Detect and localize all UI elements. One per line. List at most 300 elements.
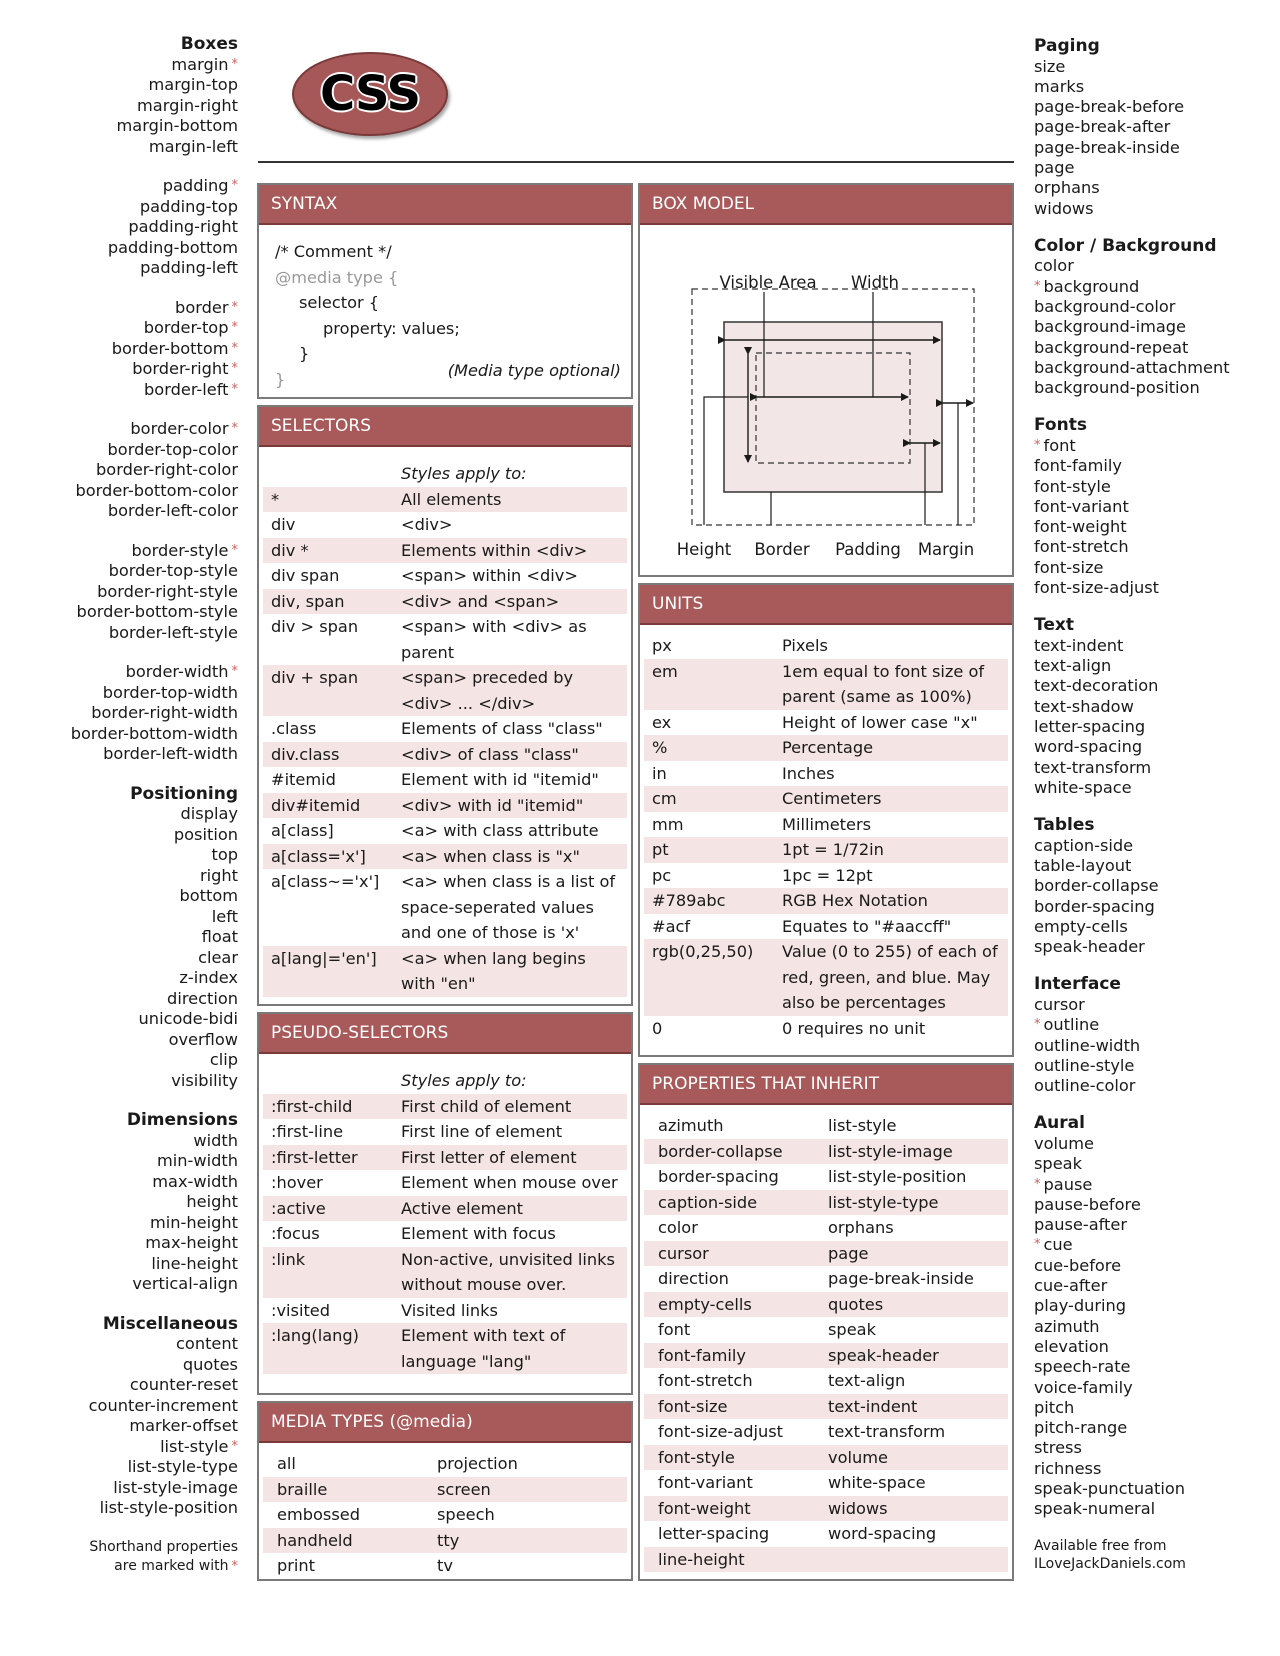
shorthand-star-icon: * [231,178,238,193]
property-name: white-space [1034,777,1132,797]
group-heading: Dimensions [126,1110,238,1130]
property-item [20,137,238,158]
property-name: richness [1034,1458,1102,1478]
property-item [20,1478,238,1499]
selectors-panel [257,405,633,1006]
table-row [644,863,1008,889]
panel-title: SYNTAX [259,185,631,225]
box-model-panel [638,183,1014,577]
property-item [20,1457,238,1478]
property-name: vertical-align [132,1274,238,1293]
table-row [644,633,1008,659]
right-property-index [1034,36,1274,1573]
width-label: Width [851,273,899,292]
property-group [1034,36,1274,219]
property-group [20,662,238,765]
table-cell-key: handheld [277,1530,353,1550]
property-name: border-top-color [107,439,238,459]
property-name: padding-bottom [107,237,238,257]
property-name: border-bottom-style [76,602,238,621]
table-cell-key: color [658,1218,698,1237]
property-item [20,318,238,339]
property-group [20,298,238,401]
table-cell-value: orphans [828,1218,894,1237]
table-cell-key: font [658,1320,691,1339]
table-cell-value: Height of lower case "x" [782,712,978,732]
table-row [644,1164,1008,1190]
property-item [20,561,238,582]
property-name: line-height [151,1253,238,1273]
table-cell-key: border-collapse [658,1141,783,1161]
property-item [20,501,238,522]
group-heading: Color / Background [1034,235,1217,256]
table-row [644,710,1008,736]
property-name: margin [171,54,229,74]
property-name: empty-cells [1034,916,1128,936]
table-row [644,1521,1008,1547]
property-group [20,1110,238,1295]
border-label: Border [754,540,810,559]
table-row [644,659,1008,710]
property-name: voice-family [1034,1377,1133,1397]
property-name: clip [209,1050,238,1069]
property-name: marks [1034,76,1085,96]
property-item [20,339,238,360]
table-cell-value: Active element [401,1198,523,1218]
property-item [1034,456,1274,476]
syntax-selector-open: selector { [299,293,380,312]
shorthand-star-icon: * [231,664,238,679]
property-item [1034,1256,1274,1276]
media-types-panel [257,1401,633,1581]
table-cell-value: <a> with class attribute [401,821,599,840]
property-name: border-width [125,662,229,681]
table-cell-key: braille [277,1479,328,1499]
property-name: border-top [143,318,229,337]
property-name: list-style-type [127,1457,238,1476]
table-cell-value: <div> of class "class" [401,744,579,764]
property-name: cursor [1034,994,1085,1014]
property-name: margin-top [148,75,238,94]
property-name: list-style [160,1436,229,1456]
property-name: border-top-style [108,561,238,580]
property-item [20,948,238,969]
property-item [1034,1276,1274,1296]
table-row [263,1323,627,1374]
panel-title: BOX MODEL [640,185,1012,225]
table-row [644,786,1008,812]
table-row [263,1145,627,1171]
property-item [20,744,238,765]
table-cell-key: direction [658,1269,729,1288]
table-cell-key: div span [271,566,340,585]
property-name: cue-after [1034,1276,1108,1296]
table-cell-key: font-family [658,1345,747,1365]
table-cell-value: First line of element [401,1122,563,1141]
table-row [644,761,1008,787]
table-cell-value: Element when mouse over [401,1173,618,1192]
property-name: text-indent [1034,635,1124,655]
table-cell-key: ex [652,712,672,732]
table-row [644,837,1008,863]
table-cell-key: a[lang|='en'] [271,948,377,968]
table-row [263,1094,627,1120]
property-name: text-decoration [1034,676,1159,696]
table-cell-key: caption-side [658,1192,758,1212]
panel-title: PROPERTIES THAT INHERIT [640,1065,1012,1105]
property-name: speak-punctuation [1034,1479,1186,1499]
property-item [20,907,238,928]
property-name: stress [1034,1438,1082,1458]
table-row [644,1470,1008,1496]
table-row [263,818,627,844]
property-item [1034,436,1274,456]
property-name: background-color [1034,296,1176,316]
table-cell-key: line-height [658,1549,745,1569]
property-name: page-break-after [1034,117,1171,137]
syntax-code [259,225,631,393]
property-item [20,927,238,948]
property-name: caption-side [1034,835,1134,855]
property-name: font-size [1034,557,1104,577]
table-cell-value: Centimeters [782,789,882,808]
table-cell-value: list-style-image [828,1141,953,1161]
table-cell-key: print [277,1556,316,1575]
table-row [263,1528,627,1554]
property-item [20,1498,238,1519]
table-row [263,1502,627,1528]
property-item [1034,1076,1274,1096]
table-cell-value: <span> preceded by <div> ... </div> [401,668,574,713]
property-name: width [193,1130,238,1150]
property-item [20,1030,238,1051]
table-row [263,946,627,997]
property-item [20,1416,238,1437]
header-divider [258,161,1014,163]
table-row [644,1016,1008,1042]
property-item [1034,1378,1274,1398]
property-item [20,460,238,481]
property-item [1034,558,1274,578]
property-item [1034,1056,1274,1076]
property-item [1034,717,1274,737]
property-item [20,662,238,683]
property-group [20,34,238,157]
table-cell-value: <div> with id "itemid" [401,795,584,815]
table-row [263,1247,627,1298]
table-cell-key: azimuth [658,1116,724,1135]
table-header-row [263,461,627,487]
table-cell-key: div > span [271,617,359,636]
property-name: min-width [157,1151,238,1170]
shorthand-star-icon: * [231,299,238,315]
table-cell-key: * [271,489,280,509]
shorthand-star-icon: * [231,1558,238,1574]
property-item [20,1396,238,1417]
table-cell-key: div, span [271,591,345,611]
property-name: right [199,865,238,885]
table-row [263,716,627,742]
property-name: list-style-position [99,1498,238,1517]
property-name: letter-spacing [1034,717,1146,737]
group-heading: Fonts [1034,415,1087,436]
table-cell-key: font-weight [658,1498,751,1518]
property-name: table-layout [1034,856,1132,875]
property-item [1034,995,1274,1015]
property-item [1034,517,1274,537]
table-row [644,888,1008,914]
table-cell-value: Element with text of language "lang" [401,1326,566,1371]
property-item [1034,1438,1274,1458]
property-name: unicode-bidi [138,1009,238,1028]
shorthand-star-icon: * [231,421,238,436]
property-group [20,1314,238,1519]
property-item [1034,1215,1274,1235]
table-cell-key: :focus [271,1224,320,1243]
shorthand-star-icon: * [1034,1176,1041,1192]
property-name: page [1034,157,1075,177]
table-cell-value: Inches [782,763,835,783]
property-group [1034,974,1274,1096]
property-name: border-spacing [1034,896,1155,916]
property-name: counter-increment [88,1395,238,1415]
property-name: azimuth [1034,1316,1100,1336]
table-cell-value: volume [828,1447,888,1467]
property-item [20,623,238,644]
table-cell-key: a[class='x'] [271,846,366,866]
group-heading: Text [1034,615,1074,636]
shorthand-star-icon: * [231,1438,238,1454]
table-cell-key: div#itemid [271,795,361,815]
property-item [1034,358,1274,378]
property-name: background-image [1034,317,1187,337]
property-item [1034,1175,1274,1195]
table-cell-key: em [652,661,678,681]
property-item [1034,178,1274,198]
property-name: quotes [182,1354,238,1374]
property-item [1034,378,1274,398]
table-cell-key: div.class [271,744,340,764]
property-name: border-left-color [107,501,238,520]
property-item [20,541,238,562]
table-row [644,1547,1008,1573]
property-item [20,75,238,96]
property-item [20,298,238,319]
table-row [644,1496,1008,1522]
table-cell-value: Elements within <div> [401,540,588,560]
property-name: padding [162,176,229,195]
table-row [263,767,627,793]
property-name: font-stretch [1034,537,1129,557]
table-cell-key: :first-line [271,1122,344,1141]
table-row [644,1241,1008,1267]
group-heading: Tables [1034,815,1095,836]
table-row [644,1419,1008,1445]
table-cell-value: speech [437,1505,495,1524]
table-row [263,1221,627,1247]
property-item [1034,1195,1274,1215]
table-cell-value: projection [437,1454,518,1473]
property-name: border-left [144,379,229,399]
property-item [1034,876,1274,896]
property-name: border-top-width [102,682,238,702]
table-row [644,1190,1008,1216]
table-cell-value: Element with id "itemid" [401,770,599,789]
property-name: color [1034,256,1074,276]
property-item [1034,537,1274,557]
property-name: font [1043,435,1076,455]
property-item [20,440,238,461]
table-row [644,1368,1008,1394]
shorthand-star-icon: * [231,542,238,558]
property-name: display [180,804,238,823]
property-item [20,582,238,603]
property-item [20,481,238,502]
property-name: pitch [1034,1397,1075,1417]
property-name: border-right-style [97,581,238,601]
table-cell-value: 1em equal to font size of parent (same as 100%) [782,661,985,706]
syntax-media-close: } [275,369,286,389]
property-name: border-bottom-color [75,480,238,500]
table-cell-key: :first-child [271,1096,353,1116]
css-logo [292,52,448,136]
property-item [20,359,238,380]
syntax-property-line: property: values; [323,318,460,338]
property-group [20,784,238,1092]
property-group [1034,615,1274,798]
table-cell-key: div * [271,540,309,560]
panel-title: MEDIA TYPES (@media) [259,1403,631,1443]
shorthand-star-icon: * [1034,278,1041,294]
table-cell-key: in [652,763,667,783]
table-row [263,487,627,513]
property-name: speak [1034,1154,1082,1174]
property-name: word-spacing [1034,737,1143,757]
property-group [1034,1113,1274,1519]
table-cell-value: screen [437,1479,491,1499]
table-cell-value: text-transform [828,1422,946,1441]
property-name: border-style [131,540,229,560]
table-cell-key: letter-spacing [658,1524,770,1543]
property-name: speak-numeral [1034,1499,1156,1519]
property-item [1034,937,1274,957]
table-cell-value: speak-header [828,1345,939,1365]
table-cell-value: Millimeters [782,814,872,834]
property-item [1034,77,1274,97]
table-cell-key: font-stretch [658,1371,753,1390]
shorthand-star-icon: * [231,340,238,356]
property-item [1034,256,1274,276]
styles-apply-label: Styles apply to: [401,1071,527,1090]
table-row [644,1215,1008,1241]
property-name: clear [198,947,238,967]
property-name: left [211,906,238,926]
property-item [20,217,238,238]
table-cell-key: border-spacing [658,1167,779,1186]
shorthand-star-icon: * [231,381,238,397]
property-group [20,419,238,522]
table-cell-value: Equates to "#aaccff" [782,916,952,936]
table-cell-value: list-style [828,1116,897,1135]
pseudo-selectors-table [259,1054,631,1374]
shorthand-note [20,1538,238,1576]
table-row [263,869,627,946]
table-cell-value: Visited links [401,1300,498,1320]
property-item [20,1334,238,1355]
panel-title: SELECTORS [259,407,631,447]
table-cell-key: a[class] [271,821,334,840]
table-cell-key: cm [652,789,677,808]
media-types-table [259,1443,631,1579]
property-name: outline-style [1034,1055,1135,1075]
property-name: outline [1043,1015,1100,1035]
property-item [20,116,238,137]
table-cell-key: empty-cells [658,1294,752,1314]
table-cell-value: list-style-type [828,1192,939,1212]
table-cell-key: 0 [652,1018,663,1038]
table-cell-key: rgb(0,25,50) [652,942,754,961]
property-item [20,1151,238,1172]
table-cell-value: text-indent [828,1396,918,1416]
property-item [20,1274,238,1295]
property-name: content [176,1334,238,1353]
table-row [263,1451,627,1477]
table-cell-value [828,1547,1008,1573]
table-cell-value: All elements [401,489,502,509]
property-name: z-index [179,968,238,987]
property-name: list-style-image [113,1477,238,1497]
table-cell-key: #itemid [271,770,336,789]
property-name: background-position [1034,378,1200,398]
table-row [263,1298,627,1324]
property-name: play-during [1034,1296,1127,1316]
table-row [263,1553,627,1579]
table-cell-key: :lang(lang) [271,1326,359,1345]
property-item [20,845,238,866]
table-row [263,742,627,768]
table-row [644,1292,1008,1318]
property-item [20,1213,238,1234]
property-item [20,1233,238,1254]
table-cell-key: pt [652,840,669,859]
property-name: max-height [145,1233,238,1252]
table-row [263,793,627,819]
css-logo-text: CSS [319,66,421,122]
property-name: padding-top [139,196,238,216]
property-group [20,176,238,279]
property-item [1034,1296,1274,1316]
syntax-selector-close: } [299,344,310,363]
property-item [1034,158,1274,178]
table-cell-key: :active [271,1198,326,1218]
property-name: background [1043,276,1140,296]
shorthand-star-icon: * [231,361,238,376]
property-name: max-width [152,1171,238,1191]
property-item [1034,917,1274,937]
table-cell-value: word-spacing [828,1524,937,1543]
table-cell-value: Elements of class "class" [401,719,603,738]
property-item [20,683,238,704]
property-item [1034,697,1274,717]
table-row [263,589,627,615]
property-item [20,1192,238,1213]
shorthand-note-text: are marked with [114,1557,229,1574]
units-table [640,625,1012,1041]
border-box [724,322,942,492]
property-name: border-bottom [111,338,229,358]
property-name: position [173,824,238,844]
property-name: volume [1034,1133,1094,1153]
